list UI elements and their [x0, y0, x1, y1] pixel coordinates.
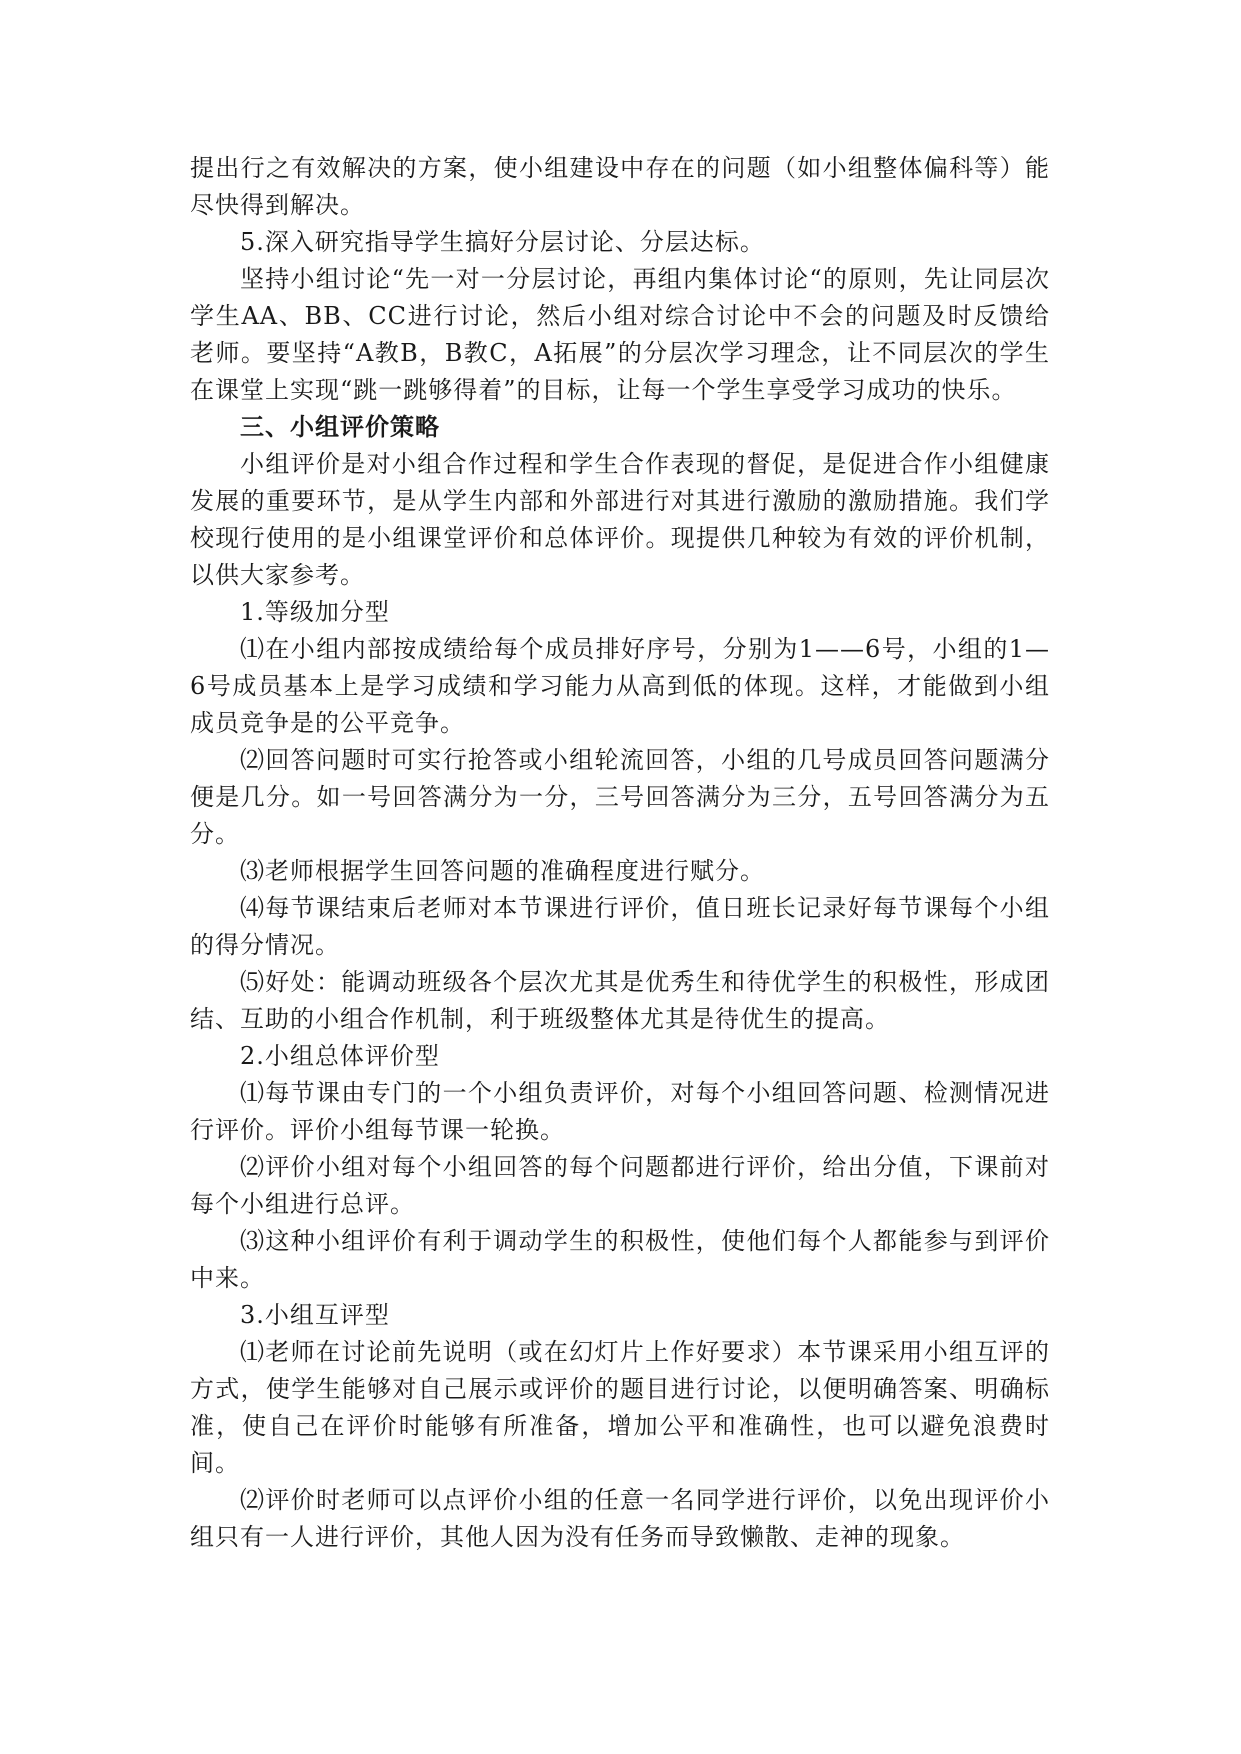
subsection-title: 1.等级加分型 [240, 598, 390, 626]
paragraph: ⑴老师在讨论前先说明（或在幻灯片上作好要求）本节课采用小组互评的方式，使学生能够对自己展示或评价的题目进行讨论，以便明确答案、明确标准，使自己在评价时能够有所准备，增加公平和准确性，也可以避免浪费时间。 [190, 1338, 1050, 1477]
paragraph: ⑴每节课由专门的一个小组负责评价，对每个小组回答问题、检测情况进行评价。评价小组每节课一轮换。 [190, 1079, 1050, 1144]
section-heading: 三、小组评价策略 [240, 413, 440, 441]
paragraph: ⑴在小组内部按成绩给每个成员排好序号，分别为1——6号，小组的1—6号成员基本上是学习成绩和学习能力从高到低的体现。这样，才能做到小组成员竞争是的公平竞争。 [190, 635, 1050, 737]
paragraph: 5.深入研究指导学生搞好分层讨论、分层达标。 [240, 228, 765, 256]
paragraph: ⑵评价时老师可以点评价小组的任意一名同学进行评价，以免出现评价小组只有一人进行评价，其他人因为没有任务而导致懒散、走神的现象。 [190, 1486, 1050, 1551]
subsection-title: 3.小组互评型 [240, 1301, 390, 1329]
paragraph: ⑸好处：能调动班级各个层次尤其是优秀生和待优学生的积极性，形成团结、互助的小组合作机制，利于班级整体尤其是待优生的提高。 [190, 968, 1050, 1033]
paragraph: 提出行之有效解决的方案，使小组建设中存在的问题（如小组整体偏科等）能尽快得到解决。 [190, 154, 1050, 219]
paragraph: ⑶老师根据学生回答问题的准确程度进行赋分。 [240, 857, 765, 885]
paragraph: 坚持小组讨论“先一对一分层讨论，再组内集体讨论“的原则，先让同层次学生AA、BB、CC进行讨论，然后小组对综合讨论中不会的问题及时反馈给老师。要坚持“A教B，B教C，A拓展”的分层次学习理念，让不同层次的学生在课堂上实现“跳一跳够得着”的目标，让每一个学生享受学习成功的快乐。 [190, 265, 1050, 404]
document-body [190, 150, 1050, 1556]
paragraph: ⑷每节课结束后老师对本节课进行评价，值日班长记录好每节课每个小组的得分情况。 [190, 894, 1050, 959]
paragraph: ⑶这种小组评价有利于调动学生的积极性，使他们每个人都能参与到评价中来。 [190, 1227, 1050, 1292]
subsection-title: 2.小组总体评价型 [240, 1042, 440, 1070]
paragraph: 小组评价是对小组合作过程和学生合作表现的督促，是促进合作小组健康发展的重要环节，是从学生内部和外部进行对其进行激励的激励措施。我们学校现行使用的是小组课堂评价和总体评价。现提供几种较为有效的评价机制，以供大家参考。 [190, 450, 1050, 589]
paragraph: ⑵回答问题时可实行抢答或小组轮流回答，小组的几号成员回答问题满分便是几分。如一号回答满分为一分，三号回答满分为三分，五号回答满分为五分。 [190, 746, 1050, 848]
paragraph: ⑵评价小组对每个小组回答的每个问题都进行评价，给出分值，下课前对每个小组进行总评。 [190, 1153, 1050, 1218]
